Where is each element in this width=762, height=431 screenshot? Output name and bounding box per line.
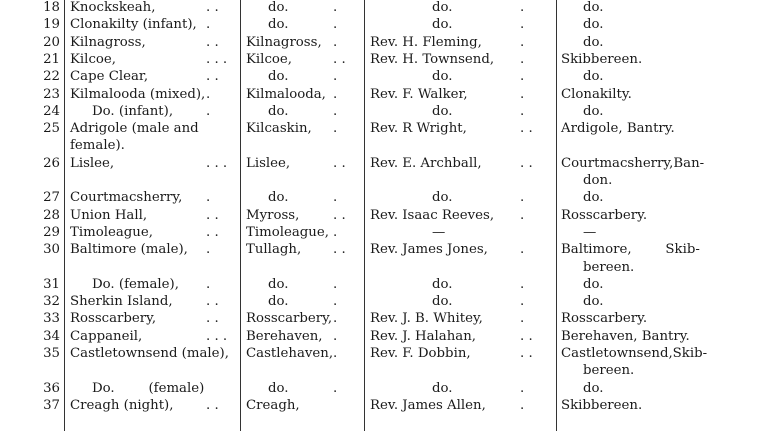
table-row [0, 276, 762, 293]
school-leader-dots: . . . [206, 328, 228, 344]
manager-leader-dots: . [520, 190, 525, 206]
parish-leader-dots: . [333, 121, 338, 137]
post-town: do. [583, 380, 604, 396]
manager-name: do. [432, 0, 453, 15]
parish-leader-dots: . [333, 17, 338, 33]
manager-name: Rev. James Allen, [370, 397, 486, 413]
parish-leader-dots: . . [333, 155, 346, 171]
parish-leader-dots: . . [333, 207, 346, 223]
parish-name: Kilmalooda, [246, 86, 326, 102]
table-row [0, 16, 762, 33]
parish-leader-dots: . . [333, 242, 346, 258]
table-row [0, 328, 762, 345]
parish-name: do. [268, 276, 289, 292]
row-number: 34 [43, 328, 60, 344]
manager-name: Rev. F. Dobbin, [370, 346, 471, 361]
manager-leader-dots: . [520, 86, 525, 102]
parish-name: Kilcoe, [246, 51, 292, 67]
post-town: Castletownsend,Skib- [561, 346, 708, 361]
parish-name: Lislee, [246, 155, 291, 171]
table-row [0, 207, 762, 224]
school-leader-dots: . [206, 242, 211, 258]
table-row [0, 293, 762, 310]
parish-leader-dots: . [333, 294, 338, 310]
manager-name: do. [432, 190, 453, 206]
parish-name: do. [268, 103, 289, 119]
post-town: don. [583, 173, 613, 188]
school-leader-dots: . . [206, 224, 219, 240]
manager-leader-dots: . [520, 294, 525, 310]
row-number: 33 [43, 311, 60, 327]
parish-name: Myross, [246, 207, 300, 223]
school-name: Kilnagross, [70, 34, 146, 50]
manager-name: Rev. J. Halahan, [370, 328, 477, 344]
manager-name: Rev. H. Fleming, [370, 34, 482, 50]
manager-name: Rev. Isaac Reeves, [370, 207, 495, 223]
school-leader-dots: . . . [206, 51, 228, 67]
school-name: Do. (female) [92, 380, 205, 396]
school-leader-dots: . . [206, 397, 219, 413]
school-name: Knockskeah, [70, 0, 156, 15]
manager-leader-dots: . [520, 51, 525, 67]
school-name: Do. (infant), [92, 103, 174, 119]
table-row [0, 51, 762, 68]
parish-leader-dots: . [333, 224, 338, 240]
manager-name: Rev. F. Walker, [370, 86, 468, 102]
parish-leader-dots: . [333, 346, 338, 361]
table-row [0, 120, 762, 137]
school-leader-dots: . . [206, 294, 219, 310]
school-leader-dots: . . . [206, 155, 228, 171]
row-number: 35 [43, 346, 60, 361]
manager-leader-dots: . [520, 103, 525, 119]
manager-leader-dots: . [520, 276, 525, 292]
post-town: Skibbereen. [561, 51, 643, 67]
post-town: Ardigole, Bantry. [561, 121, 675, 137]
manager-name: do. [432, 17, 453, 33]
row-number: 18 [43, 0, 60, 15]
post-town: do. [583, 0, 604, 15]
manager-name: Rev. E. Archball, [370, 155, 482, 171]
table-row [0, 68, 762, 85]
parish-name: Kilcaskin, [246, 121, 312, 137]
row-number: 36 [43, 380, 60, 396]
school-name: Lislee, [70, 155, 115, 171]
table-row [0, 310, 762, 327]
table-row [0, 224, 762, 241]
row-number: 28 [43, 207, 60, 223]
manager-leader-dots: . [520, 397, 525, 413]
school-leader-dots: . . [206, 69, 219, 85]
post-town: — [583, 224, 597, 240]
table-row [0, 103, 762, 120]
row-number: 24 [43, 103, 60, 119]
manager-leader-dots: . . [520, 155, 533, 171]
parish-leader-dots: . [333, 311, 338, 327]
parish-leader-dots: . [333, 34, 338, 50]
manager-leader-dots: . [520, 242, 525, 258]
post-town: Clonakilty. [561, 86, 632, 102]
school-name: Rosscarbery, [70, 311, 157, 327]
manager-leader-dots: . [520, 311, 525, 327]
manager-name: do. [432, 294, 453, 310]
post-town: do. [583, 190, 604, 206]
manager-name: Rev. R Wright, [370, 121, 467, 137]
school-leader-dots: . . [206, 207, 219, 223]
manager-name: do. [432, 276, 453, 292]
table-row [0, 189, 762, 206]
school-name: Creagh (night), [70, 397, 174, 413]
school-name: Clonakilty (infant), [70, 17, 197, 33]
parish-name: do. [268, 17, 289, 33]
row-number: 37 [43, 397, 60, 413]
school-name: Kilmalooda (mixed), [70, 86, 206, 102]
school-name: Cappaneil, [70, 328, 143, 344]
parish-name: Creagh, [246, 397, 300, 413]
table-row [0, 34, 762, 51]
table-row [0, 137, 762, 154]
manager-leader-dots: . [520, 17, 525, 33]
manager-leader-dots: . . [520, 328, 533, 344]
row-number: 21 [43, 51, 60, 67]
post-town: Baltimore, Skib- [561, 242, 700, 258]
row-number: 26 [43, 155, 60, 171]
parish-leader-dots: . [333, 328, 338, 344]
school-leader-dots: . . [206, 311, 219, 327]
row-number: 23 [43, 86, 60, 102]
manager-leader-dots: . . [520, 121, 533, 137]
row-number: 27 [43, 190, 60, 206]
table-row [0, 345, 762, 362]
table-row [0, 380, 762, 397]
manager-name: Rev. J. B. Whitey, [370, 311, 483, 327]
school-name: Adrigole (male and [70, 121, 199, 137]
post-town: Rosscarbery. [561, 311, 648, 327]
parish-leader-dots: . [333, 86, 338, 102]
table-row [0, 86, 762, 103]
manager-leader-dots: . . [520, 346, 533, 361]
post-town: do. [583, 34, 604, 50]
parish-name: do. [268, 69, 289, 85]
table-row [0, 155, 762, 172]
post-town: Skibbereen. [561, 397, 643, 413]
row-number: 30 [43, 242, 60, 258]
post-town: Courtmacsherry,Ban- [561, 155, 705, 171]
post-town: Rosscarbery. [561, 207, 648, 223]
post-town: bereen. [583, 363, 635, 379]
post-town: Berehaven, Bantry. [561, 328, 690, 344]
row-number: 32 [43, 294, 60, 310]
row-number: 31 [43, 276, 60, 292]
post-town: bereen. [583, 259, 635, 275]
parish-name: Kilnagross, [246, 34, 322, 50]
parish-name: do. [268, 190, 289, 206]
school-leader-dots: . . [206, 0, 219, 15]
post-town: do. [583, 294, 604, 310]
table-row [0, 241, 762, 258]
school-leader-dots: . [206, 86, 211, 102]
manager-name: do. [432, 103, 453, 119]
school-name: Do. (female), [92, 276, 179, 292]
table-row [0, 172, 762, 189]
school-name: Castletownsend (male), [70, 346, 229, 361]
row-number: 22 [43, 69, 60, 85]
parish-name: Rosscarbery, [246, 311, 333, 327]
manager-leader-dots: . [520, 34, 525, 50]
parish-name: do. [268, 0, 289, 15]
table-row [0, 259, 762, 276]
manager-name: do. [432, 69, 453, 85]
school-leader-dots: . [206, 103, 211, 119]
post-town: do. [583, 69, 604, 85]
manager-leader-dots: . [520, 380, 525, 396]
row-number: 19 [43, 17, 60, 33]
table-row [0, 0, 762, 16]
row-number: 20 [43, 34, 60, 50]
table-row [0, 362, 762, 379]
post-town: do. [583, 276, 604, 292]
school-name: Sherkin Island, [70, 294, 173, 310]
manager-name: — [432, 224, 446, 240]
parish-leader-dots: . [333, 190, 338, 206]
manager-leader-dots: . [520, 69, 525, 85]
school-leader-dots: . [206, 276, 211, 292]
school-leader-dots: . [206, 190, 211, 206]
parish-leader-dots: . . [333, 51, 346, 67]
post-town: do. [583, 17, 604, 33]
parish-leader-dots: . [333, 69, 338, 85]
parish-leader-dots: . [333, 103, 338, 119]
school-name: female). [70, 138, 125, 154]
school-name: Courtmacsherry, [70, 190, 183, 206]
manager-leader-dots: . [520, 0, 525, 15]
parish-leader-dots: . [333, 0, 338, 15]
parish-name: Berehaven, [246, 328, 323, 344]
parish-leader-dots: . [333, 380, 338, 396]
row-number: 25 [43, 121, 60, 137]
post-town: do. [583, 103, 604, 119]
school-name: Timoleague, [70, 224, 153, 240]
school-name: Baltimore (male), [70, 242, 188, 258]
parish-name: do. [268, 380, 289, 396]
school-leader-dots: . . [206, 34, 219, 50]
school-name: Kilcoe, [70, 51, 116, 67]
parish-name: Castlehaven, [246, 346, 334, 361]
school-leader-dots: . [206, 17, 211, 33]
parish-name: do. [268, 294, 289, 310]
school-name: Cape Clear, [70, 69, 149, 85]
manager-leader-dots: . [520, 207, 525, 223]
manager-name: Rev. H. Townsend, [370, 51, 495, 67]
school-name: Union Hall, [70, 207, 148, 223]
row-number: 29 [43, 224, 60, 240]
manager-name: do. [432, 380, 453, 396]
table-row [0, 397, 762, 414]
parish-name: Tullagh, [246, 242, 302, 258]
manager-name: Rev. James Jones, [370, 242, 488, 258]
parish-leader-dots: . [333, 276, 338, 292]
parish-name: Timoleague, [246, 224, 329, 240]
